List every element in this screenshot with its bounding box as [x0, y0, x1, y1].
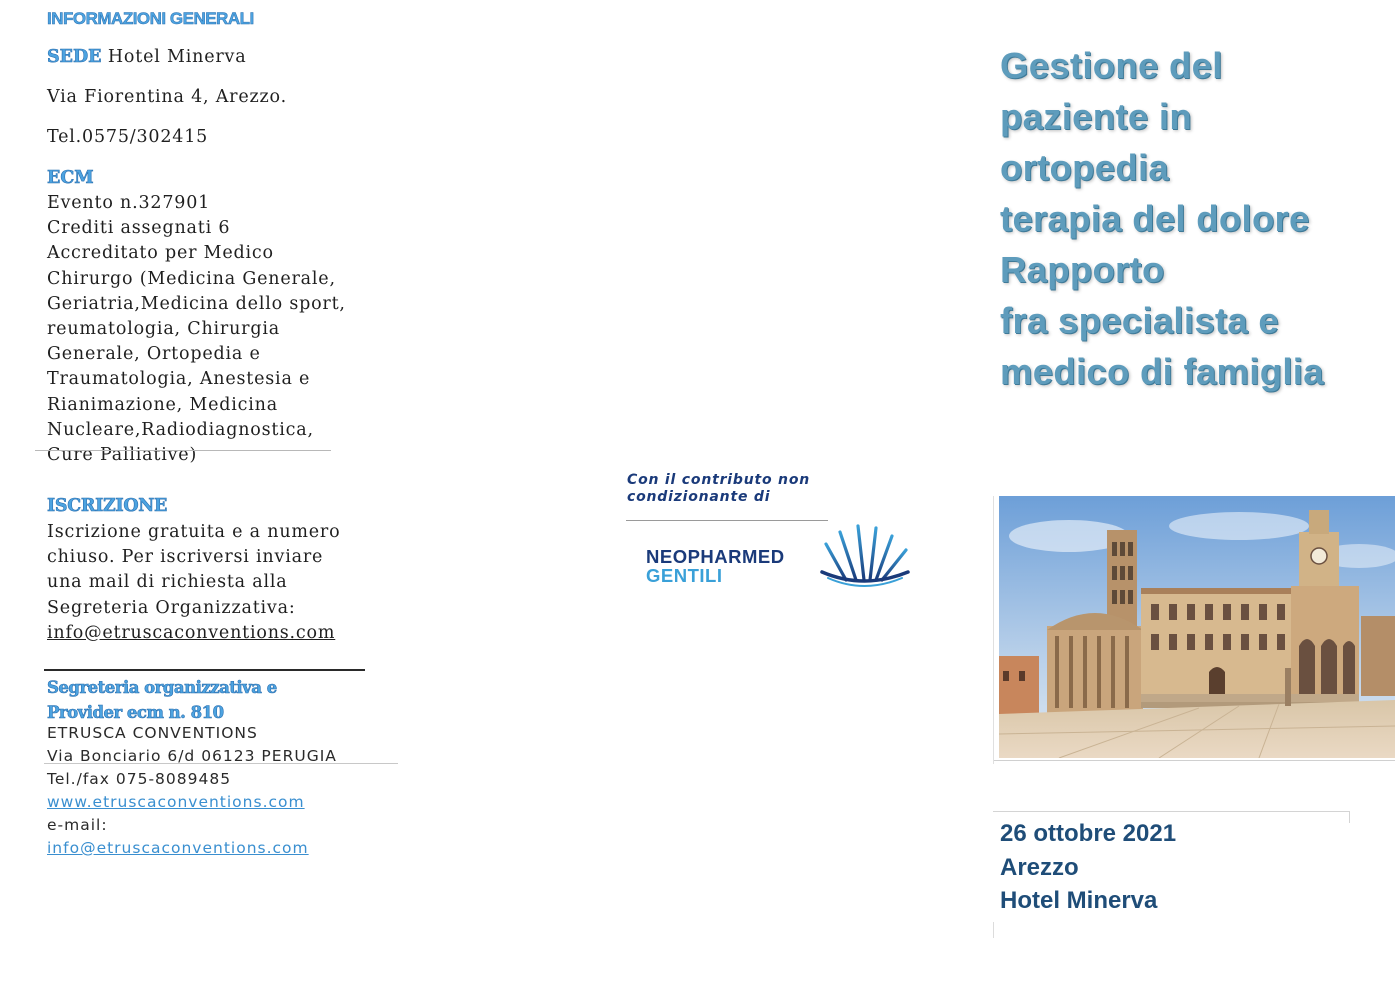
company-address: Via Bonciario 6/d 06123 PERUGIA	[47, 747, 337, 765]
ecm-line: Geriatria,Medicina dello sport,	[47, 293, 346, 314]
event-info	[1000, 817, 1176, 918]
sponsor-note	[627, 472, 810, 506]
iscrizione-email[interactable]: info@etruscaconventions.com	[47, 622, 336, 643]
divider	[1349, 811, 1350, 823]
sede-label: SEDE	[47, 47, 102, 67]
divider	[993, 811, 1350, 812]
info-heading: INFORMAZIONI GENERALI	[47, 9, 254, 28]
ecm-line: Cure Palliative)	[47, 445, 198, 466]
email-link[interactable]: info@etruscaconventions.com	[47, 839, 309, 857]
divider	[993, 922, 994, 938]
iscrizione-line: Segreteria Organizzativa:	[47, 597, 296, 618]
sponsor-logo	[646, 547, 785, 585]
divider	[993, 496, 994, 764]
divider	[44, 669, 365, 671]
ecm-line: Crediti assegnati 6	[47, 218, 231, 239]
company-name: ETRUSCA CONVENTIONS	[47, 724, 258, 742]
title-line: medico di famiglia	[1000, 351, 1324, 392]
logo-word: NEOPHARMED	[646, 546, 785, 567]
ecm-line: Nucleare,Radiodiagnostica,	[47, 419, 314, 440]
address: Via Fiorentina 4, Arezzo.	[47, 87, 287, 107]
title-line: Gestione del	[1000, 45, 1223, 86]
ecm-details	[47, 191, 346, 468]
title-line: terapia del dolore	[1000, 198, 1310, 239]
iscrizione-heading: ISCRIZIONE	[47, 496, 168, 516]
title-line: paziente in	[1000, 96, 1192, 137]
page-title	[1000, 40, 1324, 397]
sponsor-note-line: condizionante di	[627, 489, 771, 505]
title-line: ortopedia	[1000, 147, 1169, 188]
sede-value: Hotel Minerva	[107, 47, 247, 67]
event-venue: Hotel Minerva	[1000, 887, 1158, 914]
divider	[44, 763, 398, 764]
ecm-heading: ECM	[47, 168, 94, 188]
divider	[35, 450, 331, 451]
iscrizione-line: chiuso. Per iscriversi inviare	[47, 547, 324, 568]
iscrizione-line: Iscrizione gratuita e a numero	[47, 522, 341, 542]
title-line: Rapporto	[1000, 249, 1165, 290]
sede-line	[47, 47, 246, 67]
company-phone: Tel./fax 075-8089485	[47, 770, 232, 788]
website-link[interactable]: www.etruscaconventions.com	[47, 793, 305, 811]
segreteria-heading-line: Segreteria organizzativa e	[47, 678, 277, 697]
ecm-line: reumatologia, Chirurgia	[47, 319, 280, 340]
phone: Tel.0575/302415	[47, 127, 209, 147]
ecm-line: Generale, Ortopedia e	[47, 344, 261, 365]
iscrizione-line: una mail di richiesta alla	[47, 572, 288, 593]
piazza-photo	[999, 496, 1395, 758]
event-date: 26 ottobre 2021	[1000, 820, 1177, 847]
event-city: Arezzo	[1000, 853, 1079, 881]
ecm-line: Chirurgo (Medicina Generale,	[47, 268, 336, 289]
divider	[993, 760, 1395, 761]
logo-word: GENTILI	[646, 565, 723, 586]
ecm-line: Accreditato per Medico	[47, 243, 274, 264]
ecm-line: Traumatologia, Anestesia e	[47, 369, 311, 390]
segreteria-heading	[47, 675, 277, 725]
sponsor-note-line: Con il contributo non	[627, 472, 811, 488]
email-label: e-mail:	[47, 816, 108, 834]
segreteria-heading-line: Provider ecm n. 810	[47, 703, 224, 722]
divider	[626, 520, 828, 521]
sponsor-logo-mark-icon	[818, 524, 912, 588]
iscrizione-details	[47, 520, 340, 646]
ecm-line: Evento n.327901	[47, 193, 211, 213]
ecm-line: Rianimazione, Medicina	[47, 394, 278, 415]
title-line: fra specialista e	[1000, 300, 1280, 341]
